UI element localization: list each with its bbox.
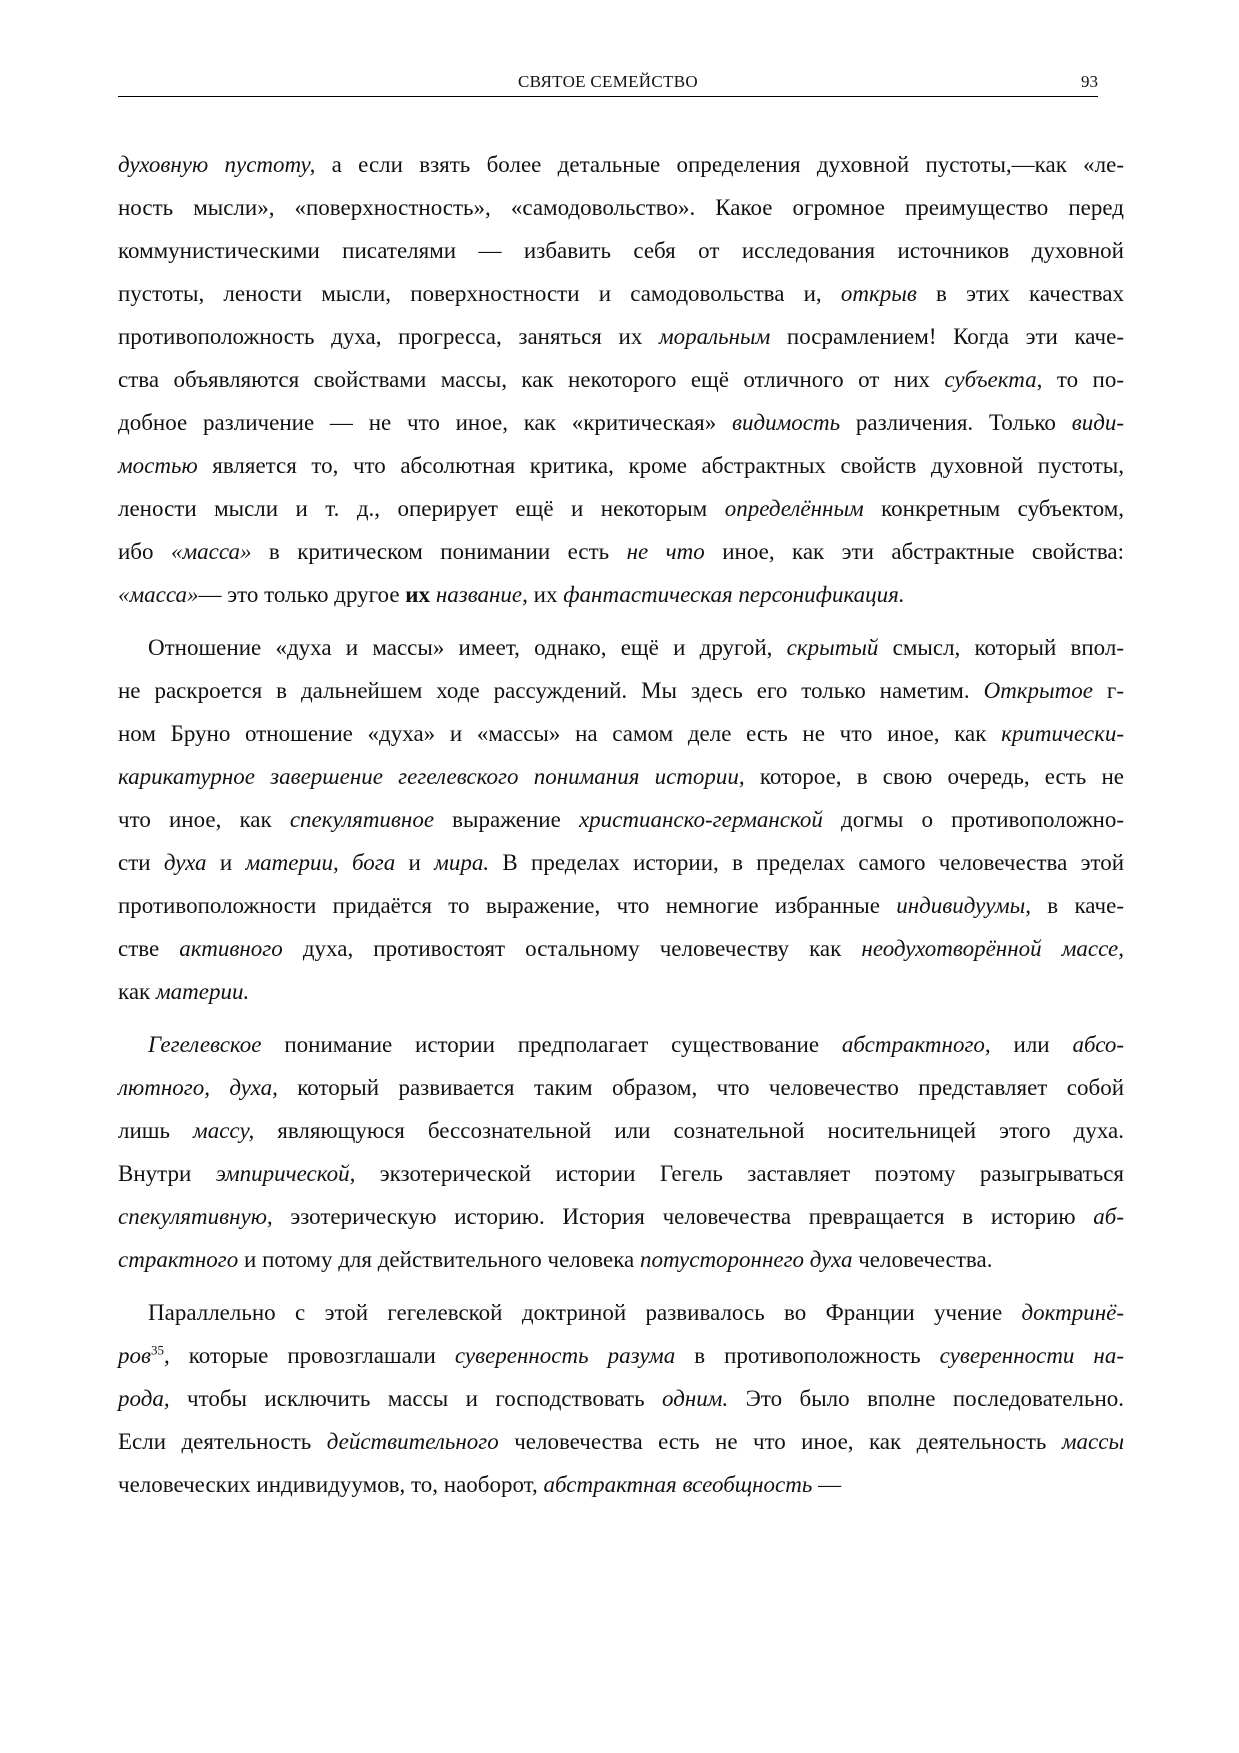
paragraph-gap (118, 1281, 1124, 1291)
text-line (118, 1023, 1124, 1066)
emphasis: страктного (118, 1247, 239, 1272)
text-run: конкретным субъектом, (863, 496, 1124, 521)
text-line (118, 927, 1124, 970)
emphasis: определённым (724, 496, 864, 521)
text-run: различения. Только (840, 410, 1072, 435)
text-run: и потому для действительного человека (238, 1247, 640, 1272)
text-run: являющуюся бессознательной или сознательной носительницей этого духа. (254, 1118, 1124, 1143)
text-line (118, 669, 1124, 712)
emphasis: фантастическая персонификация. (563, 582, 905, 607)
emphasis: рода, (118, 1386, 170, 1411)
emphasis: мостью (118, 453, 198, 478)
emphasis: лютного, духа, (118, 1075, 278, 1100)
text-run: Внутри (118, 1161, 216, 1186)
emphasis: ров (118, 1343, 151, 1368)
emphasis: критически- (1001, 721, 1124, 746)
text-run: в противоположность (675, 1343, 940, 1368)
text-line (118, 884, 1124, 927)
text-run: ства объявляются свойствами массы, как некоторого ещё отличного от них (118, 367, 945, 392)
text-line (118, 1420, 1124, 1463)
text-run: в этих качествах (916, 281, 1124, 306)
text-run: Если деятельность (118, 1429, 327, 1454)
emphasis: неодухотворённой массе, (861, 936, 1124, 961)
text-run: — (812, 1472, 842, 1497)
text-run: человеческих индивидуумов, то, наоборот, (118, 1472, 544, 1497)
emphasis: одним. (662, 1386, 729, 1411)
text-run: чтобы исключить массы и господствовать (169, 1386, 663, 1411)
text-run: в критическом понимании есть (251, 539, 627, 564)
text-run: стве (118, 936, 180, 961)
text-run: человечества. (852, 1247, 993, 1272)
text-line (118, 1291, 1124, 1334)
text-run: догмы о противоположно- (822, 807, 1124, 832)
emphasis: абстрактная всеобщность (543, 1472, 813, 1497)
emphasis: духовную пустоту, (118, 152, 316, 177)
text-run: — это только другое (198, 582, 406, 607)
emphasis: абсо- (1072, 1032, 1124, 1057)
emphasis: карикатурное завершение гегелевского понимания истории, (118, 764, 745, 789)
emphasis: христианско-германской (578, 807, 823, 832)
emphasis: скрытый (786, 635, 879, 660)
text-run: то по- (1042, 367, 1124, 392)
text-run: который развивается таким образом, что человечество представляет собой (277, 1075, 1124, 1100)
text-run: В пределах истории, в пределах самого человечества этой (489, 850, 1125, 875)
text-run: духа, противостоят остальному человечеству как (282, 936, 862, 961)
text-line (118, 444, 1124, 487)
text-run: иное, как эти абстрактные свойства: (704, 539, 1125, 564)
emphasis: абстрактного, (841, 1032, 991, 1057)
text-run: лишь (118, 1118, 194, 1143)
text-run: как (118, 979, 156, 1004)
emphasis: суверенность разума (454, 1343, 676, 1368)
text-run: г- (1092, 678, 1125, 703)
text-run: человечества есть не что иное, как деятельность (498, 1429, 1062, 1454)
text-line (118, 1463, 1124, 1506)
emphasis: суверенности на- (939, 1343, 1124, 1368)
emphasis: Открытое (983, 678, 1093, 703)
text-run: ном Бруно отношение «духа» и «массы» на самом деле есть не что иное, как (118, 721, 1002, 746)
text-run: противоположность духа, прогресса, заняться их (118, 324, 659, 349)
emphasis: не что (626, 539, 705, 564)
emphasis: «масса» (170, 539, 252, 564)
emphasis: аб- (1093, 1204, 1124, 1229)
text-run: и (206, 850, 246, 875)
text-run: ность мысли», «поверхностность», «самодовольство». Какое огромное преимущество перед (118, 195, 1124, 220)
emphasis: субъекта, (944, 367, 1043, 392)
text-run: сти (118, 850, 164, 875)
emphasis: массы (1061, 1429, 1125, 1454)
text-run: их (527, 582, 564, 607)
emphasis: спекулятивную, (118, 1204, 273, 1229)
emphasis: название, (430, 582, 528, 607)
text-run: что иное, как (118, 807, 290, 832)
text-run: противоположности придаётся то выражение, что немногие избранные (118, 893, 897, 918)
emphasis: действительного (326, 1429, 499, 1454)
emphasis: духа (163, 850, 207, 875)
emphasis: открыв (840, 281, 917, 306)
text-line (118, 626, 1124, 669)
emphasis: Гегелевское (148, 1032, 262, 1057)
emphasis: индивидуумы, (896, 893, 1031, 918)
text-line (118, 1377, 1124, 1420)
text-run: в каче- (1030, 893, 1124, 918)
text-line (118, 530, 1124, 573)
emphasis: эмпирической, (215, 1161, 356, 1186)
text-run: добное различение — не что иное, как «критическая» (118, 410, 732, 435)
text-run: лености мысли и т. д., оперирует ещё и некоторым (118, 496, 725, 521)
text-run: является то, что абсолютная критика, кроме абстрактных свойств духовной пустоты, (197, 453, 1124, 478)
page-number: 93 (1081, 72, 1098, 91)
paragraph-gap (118, 616, 1124, 626)
text-run: , которые провозглашали (163, 1343, 455, 1368)
emphasis: види- (1071, 410, 1124, 435)
paragraph (118, 1291, 1124, 1506)
emphasis: активного (179, 936, 283, 961)
text-run: которое, в свою очередь, есть не (744, 764, 1124, 789)
emphasis: видимость (732, 410, 841, 435)
text-line (118, 970, 1124, 1013)
text-line (118, 1195, 1124, 1238)
paragraph (118, 1023, 1124, 1281)
paragraph (118, 143, 1124, 616)
text-line (118, 143, 1124, 186)
emphasis: спекулятивное (289, 807, 435, 832)
emphasis: доктринё- (1021, 1300, 1124, 1325)
text-line (118, 1109, 1124, 1152)
paragraph-gap (118, 1013, 1124, 1023)
text-line (118, 487, 1124, 530)
text-run: или (990, 1032, 1073, 1057)
text-line (118, 315, 1124, 358)
emphasis: материи. (155, 979, 250, 1004)
text-line (118, 401, 1124, 444)
text-line (118, 712, 1124, 755)
text-line (118, 1066, 1124, 1109)
text-run: выражение (434, 807, 579, 832)
text-run: не раскроется в дальнейшем ходе рассуждений. Мы здесь его только наметим. (118, 678, 984, 703)
text-line (118, 755, 1124, 798)
text-run: и (395, 850, 435, 875)
text-line (118, 1334, 1124, 1377)
running-title: СВЯТОЕ СЕМЕЙСТВО (518, 72, 698, 91)
emphasis: моральным (658, 324, 771, 349)
emphasis: «масса» (118, 582, 199, 607)
paragraph (118, 626, 1124, 1013)
text-line (118, 358, 1124, 401)
text-run: Это было вполне последовательно. (728, 1386, 1125, 1411)
text-run: Параллельно с этой гегелевской доктриной развивалось во Франции учение (148, 1300, 1022, 1325)
text-line (118, 186, 1124, 229)
text-run: посрамлением! Когда эти каче- (770, 324, 1124, 349)
text-line (118, 229, 1124, 272)
text-run: а если взять более детальные определения духовной пустоты,—как «ле- (315, 152, 1125, 177)
text-run: экзотерической истории Гегель заставляет поэтому разыгрываться (355, 1161, 1124, 1186)
emphasis: массу, (193, 1118, 255, 1143)
text-line (118, 1152, 1124, 1195)
bold-text: их (405, 582, 431, 607)
text-run: Отношение «духа и массы» имеет, однако, ещё и другой, (148, 635, 787, 660)
page-header (118, 72, 1098, 97)
text-line (118, 1238, 1124, 1281)
emphasis: мира. (434, 850, 490, 875)
text-line (118, 798, 1124, 841)
text-run: пустоты, лености мысли, поверхностности и самодовольства и, (118, 281, 841, 306)
text-line (118, 573, 1124, 616)
text-run: эзотерическую историю. История человечества превращается в историю (272, 1204, 1094, 1229)
emphasis: материи, бога (245, 850, 396, 875)
footnote-ref: 35 (150, 1342, 164, 1358)
emphasis: потустороннего духа (639, 1247, 853, 1272)
text-body (118, 143, 1124, 1506)
text-run: коммунистическими писателями — избавить себя от исследования источников духовной (118, 238, 1124, 263)
text-line (118, 841, 1124, 884)
text-run: понимание истории предполагает существование (261, 1032, 842, 1057)
text-run: ибо (118, 539, 171, 564)
text-line (118, 272, 1124, 315)
text-run: смысл, который впол- (878, 635, 1124, 660)
